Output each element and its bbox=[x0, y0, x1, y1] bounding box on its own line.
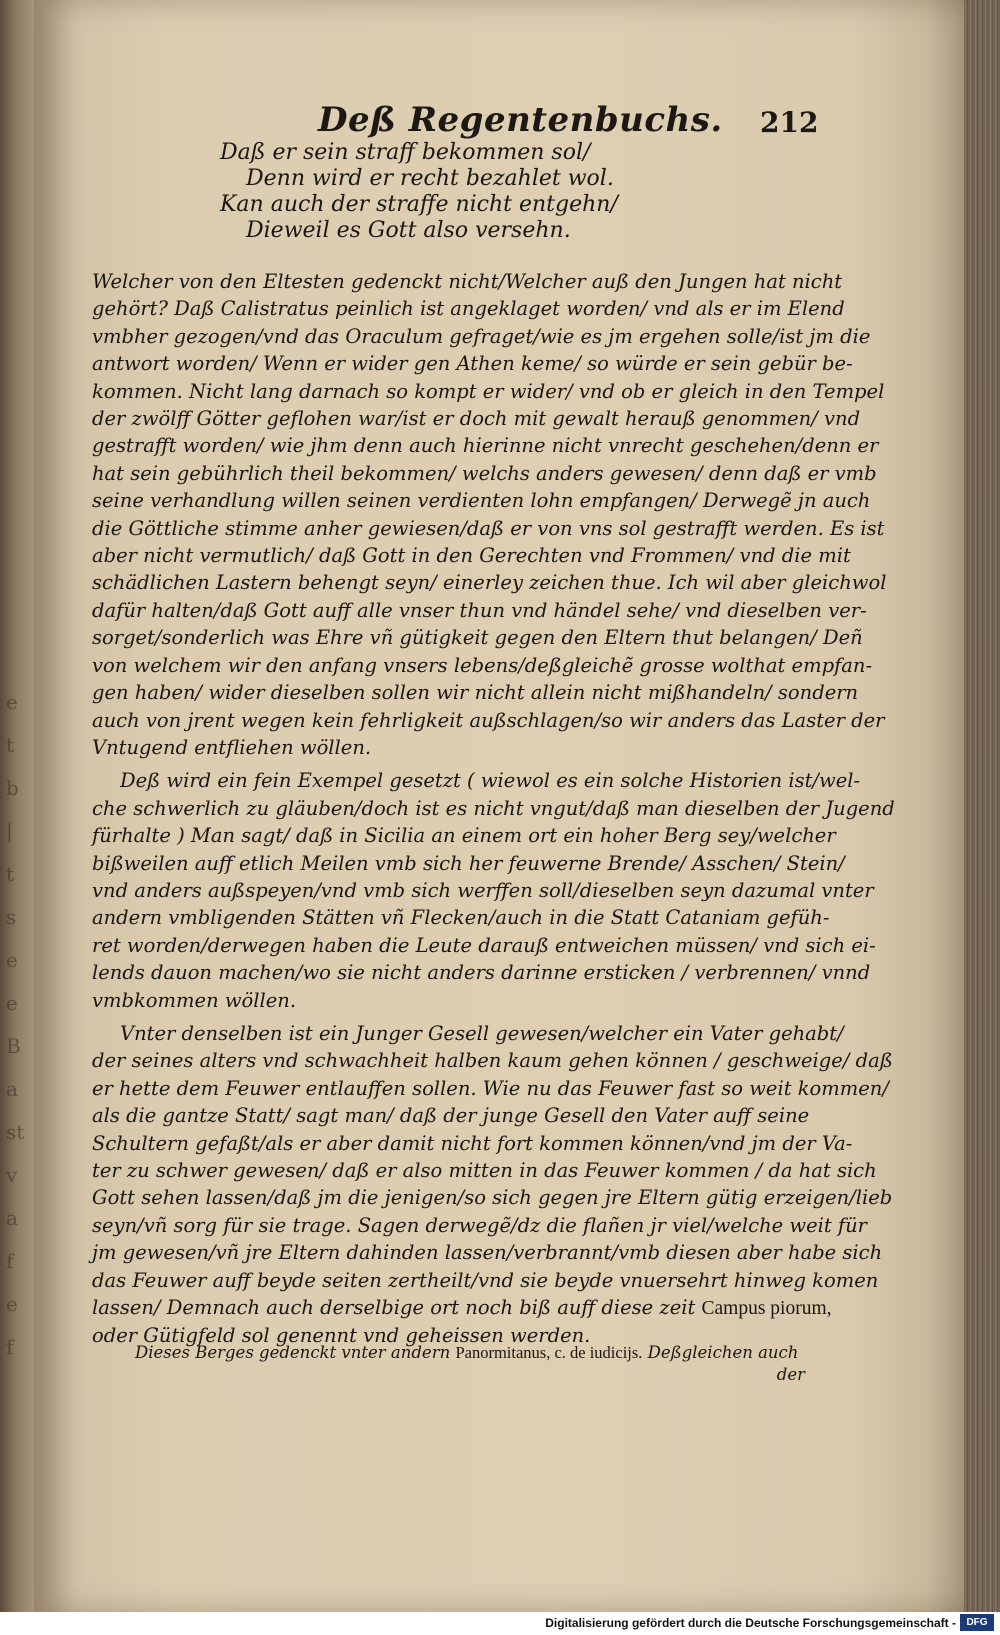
footnote-text: Dieses Berges gedenckt vnter andern bbox=[135, 1343, 456, 1362]
text-line: schädlichen Lastern behengt seyn/ einerley zeichen thue. Ich wil aber gleichwol bbox=[92, 571, 887, 595]
text-line: jm gewesen/vñ jre Eltern dahinden lassen/verbrannt/vmb diesen aber habe sich bbox=[92, 1241, 883, 1265]
text-line: gestrafft worden/ wie jhm denn auch hierinne nicht vnrecht geschehen/denn er bbox=[92, 434, 879, 458]
text-line: hat sein gebührlich theil bekommen/ welchs anders gewesen/ denn daß er vmb bbox=[92, 461, 877, 485]
text-line: der zwölff Götter geflohen war/ist er doch mit gewalt herauß genommen/ vnd bbox=[92, 407, 861, 431]
text-line: vmbher gezogen/vnd das Oraculum gefraget/wie es jm ergehen solle/ist jm die bbox=[92, 324, 871, 348]
text-line: seyn/vñ sorg für sie trage. Sagen derwegẽ/dz die flañen jr viel/welche weit für bbox=[92, 1213, 867, 1237]
text-line: seine verhandlung willen seinen verdienten lohn empfangen/ Derwegẽ jn auch bbox=[92, 489, 871, 513]
verse-line: Daß er sein straff bekommen sol/ bbox=[220, 140, 591, 165]
text-line: die Göttliche stimme anher gewiesen/daß er von vns sol gestrafft werden. Es ist bbox=[92, 516, 885, 540]
text-line: bißweilen auff etlich Meilen vmb sich her feuwerne Brende/ Asschen/ Stein/ bbox=[92, 851, 845, 875]
text-line: von welchem wir den anfang vnsers lebens/deßgleichẽ grosse wolthat empfan- bbox=[92, 653, 873, 677]
verse-line: Kan auch der straffe nicht entgehn/ bbox=[220, 192, 618, 217]
text-line: fürhalte ) Man sagt/ daß in Sicilia an einem ort ein hoher Berg sey/welcher bbox=[92, 824, 836, 848]
text-line: kommen. Nicht lang darnach so kompt er wider/ vnd ob er gleich in den Tempel bbox=[92, 379, 885, 403]
text-line: ret worden/derwegen haben die Leute darauß entweichen müssen/ vnd sich ei- bbox=[92, 933, 876, 957]
text-line: Vntugend entfliehen wöllen. bbox=[92, 735, 372, 759]
bleed-glyph: t bbox=[6, 733, 15, 757]
text-line: ter zu schwer gewesen/ daß er also mitten in das Feuwer kommen / da hat sich bbox=[92, 1159, 877, 1182]
antiqua-phrase: Campus piorum, bbox=[701, 1298, 832, 1320]
page-number: 212 bbox=[760, 106, 819, 139]
body-text bbox=[92, 268, 895, 1356]
footnote-text-end: Deßgleichen auch bbox=[642, 1343, 799, 1362]
page-edges bbox=[964, 0, 1000, 1612]
text-line: gen haben/ wider dieselben sollen wir nicht allein nicht mißhandeln/ sondern bbox=[92, 681, 859, 705]
text-line: gehört? Daß Calistratus peinlich ist angeklaget worden/ vnd als er im Elend bbox=[92, 297, 845, 321]
text-line bbox=[92, 1294, 832, 1322]
bleed-glyph: a bbox=[6, 1077, 18, 1101]
bleed-glyph: | bbox=[6, 819, 13, 843]
bleed-glyph: a bbox=[6, 1206, 18, 1230]
text-line: das Feuwer auff beyde seiten zertheilt/vnd sie beyde vnuersehrt hinweg komen bbox=[92, 1268, 879, 1292]
footnote-citation: Panormitanus, c. de iudicijs. bbox=[455, 1343, 643, 1362]
bleed-glyph: v bbox=[6, 1163, 18, 1187]
bleed-glyph: B bbox=[6, 1034, 21, 1058]
paragraph bbox=[92, 767, 895, 1014]
paragraph bbox=[92, 268, 887, 761]
text-line: Schultern gefaßt/als er aber damit nicht fort kommen können/vnd jm der Va- bbox=[92, 1131, 853, 1155]
text-segment: lassen/ Demnach auch derselbige ort noch biß auff diese zeit bbox=[92, 1296, 696, 1320]
text-line: aber nicht vermutlich/ daß Gott in den Gerechten vnd Frommen/ vnd die mit bbox=[92, 544, 851, 568]
verse-line: Dieweil es Gott also versehn. bbox=[246, 218, 571, 243]
text-line: vmbkommen wöllen. bbox=[92, 988, 297, 1012]
text-line: dafür halten/daß Gott auff alle vnser thun vnd händel sehe/ vnd dieselben ver- bbox=[92, 598, 867, 622]
text-line: oder Gütigfeld sol genennt vnd geheissen werden. bbox=[92, 1324, 591, 1348]
text-line: andern vmbligenden Stätten vñ Flecken/auch in die Statt Cataniam gefüh- bbox=[92, 906, 830, 930]
bleed-glyph: e bbox=[6, 948, 18, 972]
text-line: lends dauon machen/wo sie nicht anders darinne ersticken / verbrennen/ vnnd bbox=[92, 961, 871, 985]
bleed-glyph: st bbox=[6, 1120, 25, 1144]
dfg-logo: DFG bbox=[960, 1614, 994, 1631]
text-line: Gott sehen lassen/daß jm die jenigen/so sich gegen jre Eltern gütig erzeigen/lieb bbox=[92, 1186, 893, 1210]
bleed-glyph: t bbox=[6, 862, 15, 886]
text-line: Deß wird ein fein Exempel gesetzt ( wiewol es ein solche Historien ist/wel- bbox=[120, 769, 861, 793]
bleed-glyph: f bbox=[6, 1335, 14, 1359]
verse-block bbox=[220, 140, 618, 244]
text-line: Welcher von den Eltesten gedenckt nicht/Welcher auß den Jungen hat nicht bbox=[92, 270, 843, 293]
text-line: che schwerlich zu gläuben/doch ist es nicht vngut/daß man dieselben der Jugend bbox=[92, 796, 895, 820]
text-line: er hette dem Feuwer entlauffen sollen. Wie nu das Feuwer fast so weit kommen/ bbox=[92, 1076, 889, 1100]
text-line: der seines alters vnd schwachheit halben kaum gehen können / geschweige/ daß bbox=[92, 1049, 893, 1073]
bleed-glyph: e bbox=[6, 991, 18, 1015]
bleed-glyph: f bbox=[6, 1249, 14, 1273]
text-line: Vnter denselben ist ein Junger Gesell gewesen/welcher ein Vater gehabt/ bbox=[120, 1021, 844, 1045]
text-line: antwort worden/ Wenn er wider gen Athen keme/ so würde er sein gebür be- bbox=[92, 352, 853, 376]
text-line: vnd anders außspeyen/vnd vmb sich werffen soll/dieselben seyn dazumal vnter bbox=[92, 878, 874, 902]
bleed-glyph: e bbox=[6, 690, 18, 714]
bleed-glyph: s bbox=[6, 905, 17, 929]
footnote bbox=[135, 1342, 805, 1386]
bleed-glyph: e bbox=[6, 1292, 18, 1316]
bleed-glyph: b bbox=[6, 776, 19, 800]
text-line: auch von jrent wegen kein fehrligkeit außschlagen/so wir anders das Laster der bbox=[92, 708, 885, 732]
footnote-line bbox=[135, 1342, 805, 1364]
verse-line: Denn wird er recht bezahlet wol. bbox=[246, 166, 614, 191]
paragraph bbox=[92, 1020, 893, 1350]
text-line: als die gantze Statt/ sagt man/ daß der junge Gesell den Vater auff seine bbox=[92, 1104, 810, 1128]
text-line: sorget/sonderlich was Ehre vñ gütigkeit gegen den Eltern thut belangen/ Deñ bbox=[92, 626, 863, 650]
catchword: der bbox=[776, 1365, 805, 1384]
footer-credit: Digitalisierung gefördert durch die Deutsche Forschungsgemeinschaft - bbox=[545, 1616, 956, 1630]
running-header: Deß Regentenbuchs. bbox=[318, 100, 723, 140]
